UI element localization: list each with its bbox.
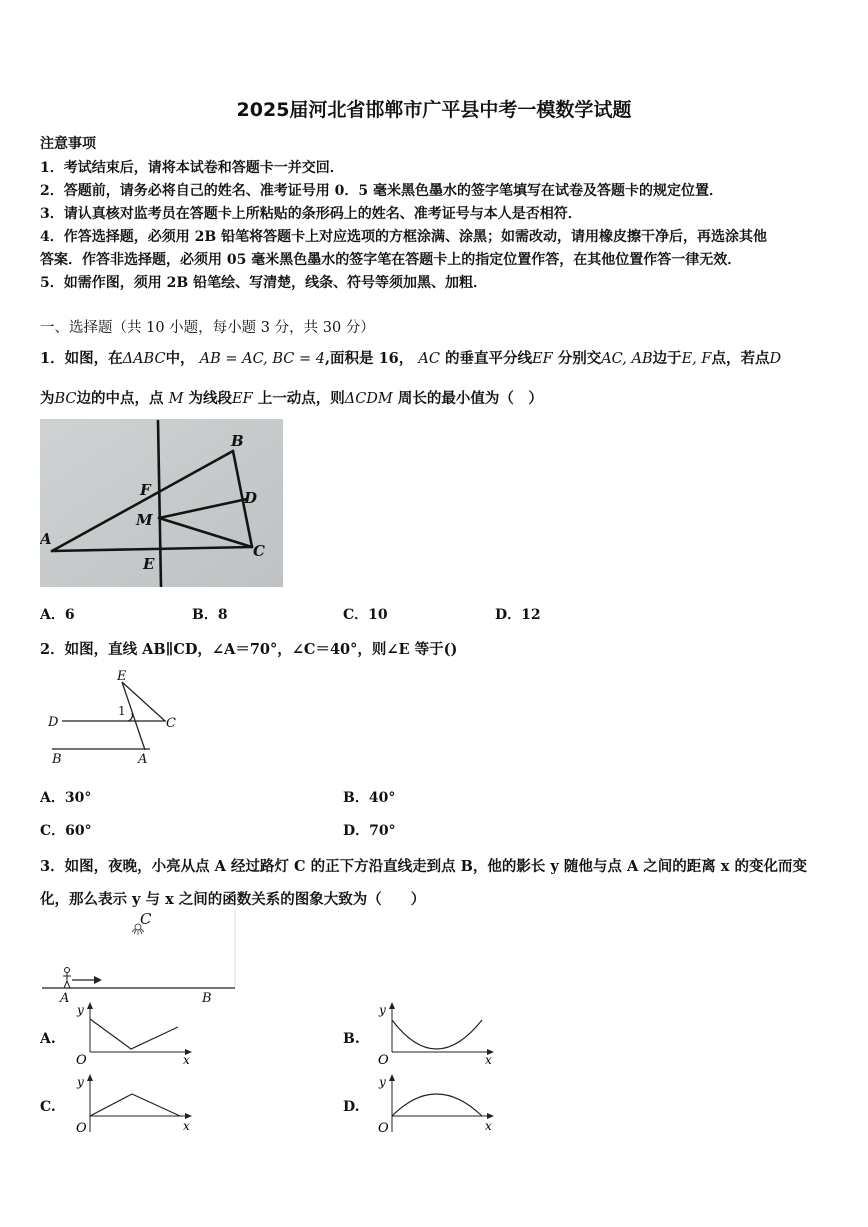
q1-text: 为线段: [188, 390, 233, 407]
q3-graph-d: [370, 1072, 500, 1140]
q1-text: 周长的最小值为（ ）: [397, 390, 543, 407]
q1-math: EF: [531, 351, 553, 367]
origin-label: O: [378, 1053, 389, 1068]
q3-graph-c: [68, 1072, 198, 1140]
notice-item-2: 2．答题前，请务必将自己的姓名、准考证号用 0．5 毫米黑色墨水的签字笔填写在试卷及答题卡的规定位置．: [40, 183, 723, 199]
x-axis-label: x: [183, 1053, 190, 1067]
q1-option-c[interactable]: C．10: [343, 607, 388, 623]
q3-option-c[interactable]: C.: [40, 1099, 56, 1115]
q1-math: ΔCDM: [344, 391, 393, 407]
q1-text: 边的中点，点: [76, 390, 164, 407]
q1-math: ΔABC: [122, 351, 166, 367]
q3-graph-a: [68, 1000, 198, 1068]
q1-math: M: [168, 391, 184, 407]
label-A: A: [60, 991, 70, 1006]
q1-text: 边于: [652, 350, 682, 367]
label-E: E: [117, 669, 127, 684]
q3-line2: 化，那么表示 y 与 x 之间的函数关系的图象大致为（ ）: [40, 891, 426, 908]
label-C: C: [140, 910, 152, 928]
label-B: B: [202, 991, 212, 1006]
label-F: F: [140, 481, 151, 499]
q1-text: 中，: [165, 350, 195, 367]
q2-option-b[interactable]: B．40°: [343, 790, 396, 806]
x-axis-label: x: [183, 1119, 190, 1133]
arrow-icon: [72, 976, 102, 984]
q1-math: E, F: [681, 351, 712, 367]
q2-option-c[interactable]: C．60°: [40, 823, 92, 839]
y-axis-label: y: [77, 1003, 84, 1017]
notice-heading: 注意事项: [40, 136, 96, 152]
q1-text: 上一动点，则: [257, 390, 345, 407]
q1-option-b[interactable]: B．8: [192, 607, 228, 623]
origin-label: O: [76, 1053, 87, 1068]
q3-option-a[interactable]: A.: [40, 1031, 56, 1047]
y-axis-label: y: [77, 1075, 84, 1089]
q1-triangle-figure: [40, 419, 283, 587]
label-D: D: [48, 715, 59, 730]
origin-label: O: [76, 1121, 87, 1136]
x-axis-label: x: [485, 1119, 492, 1133]
q2-stem: 2．如图，直线 AB∥CD，∠A＝70°，∠C＝40°，则∠E 等于(): [40, 641, 458, 658]
q1-text: 1．如图，在: [40, 350, 123, 367]
page-title: 2025届河北省邯郸市广平县中考一模数学试题: [236, 99, 632, 121]
q1-option-d[interactable]: D．12: [495, 607, 541, 623]
q3-street-lamp-figure: [40, 910, 240, 1006]
notice-item-4-cont: 答案．作答非选择题，必须用 05 毫米黑色墨水的签字笔在答题卡上的指定位置作答，在其他位置作答一律无效．: [40, 252, 742, 268]
label-M: M: [136, 511, 153, 529]
q1-math: BC: [54, 391, 77, 407]
section-heading: 一、选择题（共 10 小题，每小题 3 分，共 30 分）: [40, 320, 375, 336]
q1-math: EF: [232, 391, 253, 407]
notice-item-5: 5．如需作图，须用 2B 铅笔绘、写清楚，线条、符号等须加黑、加粗．: [40, 275, 488, 291]
q1-line1: [40, 347, 781, 368]
notice-item-1: 1．考试结束后，请将本试卷和答题卡一并交回．: [40, 160, 344, 176]
q1-math: AB = AC, BC = 4: [199, 351, 325, 367]
label-E: E: [143, 555, 155, 573]
q1-math: D: [769, 351, 782, 367]
q1-math: AC, AB: [601, 351, 653, 367]
q1-text: 点，若点: [711, 350, 770, 367]
q2-option-d[interactable]: D．70°: [343, 823, 396, 839]
q3-option-b[interactable]: B.: [343, 1031, 360, 1047]
q1-line2: [40, 387, 543, 408]
label-B: B: [52, 752, 62, 767]
q2-parallel-lines-figure: [40, 668, 190, 772]
q1-text: 为: [40, 390, 55, 407]
q1-text: ,面积是 16，: [325, 350, 414, 367]
label-B: B: [231, 432, 244, 450]
label-C: C: [166, 716, 176, 731]
q1-text: 分别交: [557, 350, 602, 367]
q1-text: 的垂直平分线: [444, 350, 532, 367]
q3-line1: 3．如图，夜晚，小亮从点 A 经过路灯 C 的正下方沿直线走到点 B，他的影长 y 随他与点 A 之间的距离 x 的变化而变: [40, 858, 807, 875]
y-axis-label: y: [379, 1003, 386, 1017]
label-angle-1: 1: [118, 704, 126, 718]
label-A: A: [138, 752, 148, 767]
x-axis-label: x: [485, 1053, 492, 1067]
notice-item-4: 4．作答选择题，必须用 2B 铅笔将答题卡上对应选项的方框涂满、涂黑；如需改动，请用橡皮擦干净后，再选涂其他: [40, 229, 768, 245]
q1-option-a[interactable]: A．6: [40, 607, 75, 623]
q1-math: AC: [418, 351, 440, 367]
label-C: C: [253, 542, 265, 560]
q2-option-a[interactable]: A．30°: [40, 790, 92, 806]
origin-label: O: [378, 1121, 389, 1136]
person-icon: [63, 968, 71, 989]
notice-item-3: 3．请认真核对监考员在答题卡上所粘贴的条形码上的姓名、准考证号与本人是否相符．: [40, 206, 582, 222]
label-D: D: [244, 489, 258, 507]
q3-option-d[interactable]: D.: [343, 1099, 360, 1115]
q3-graph-b: [370, 1000, 500, 1068]
y-axis-label: y: [379, 1075, 386, 1089]
label-A: A: [40, 530, 52, 548]
